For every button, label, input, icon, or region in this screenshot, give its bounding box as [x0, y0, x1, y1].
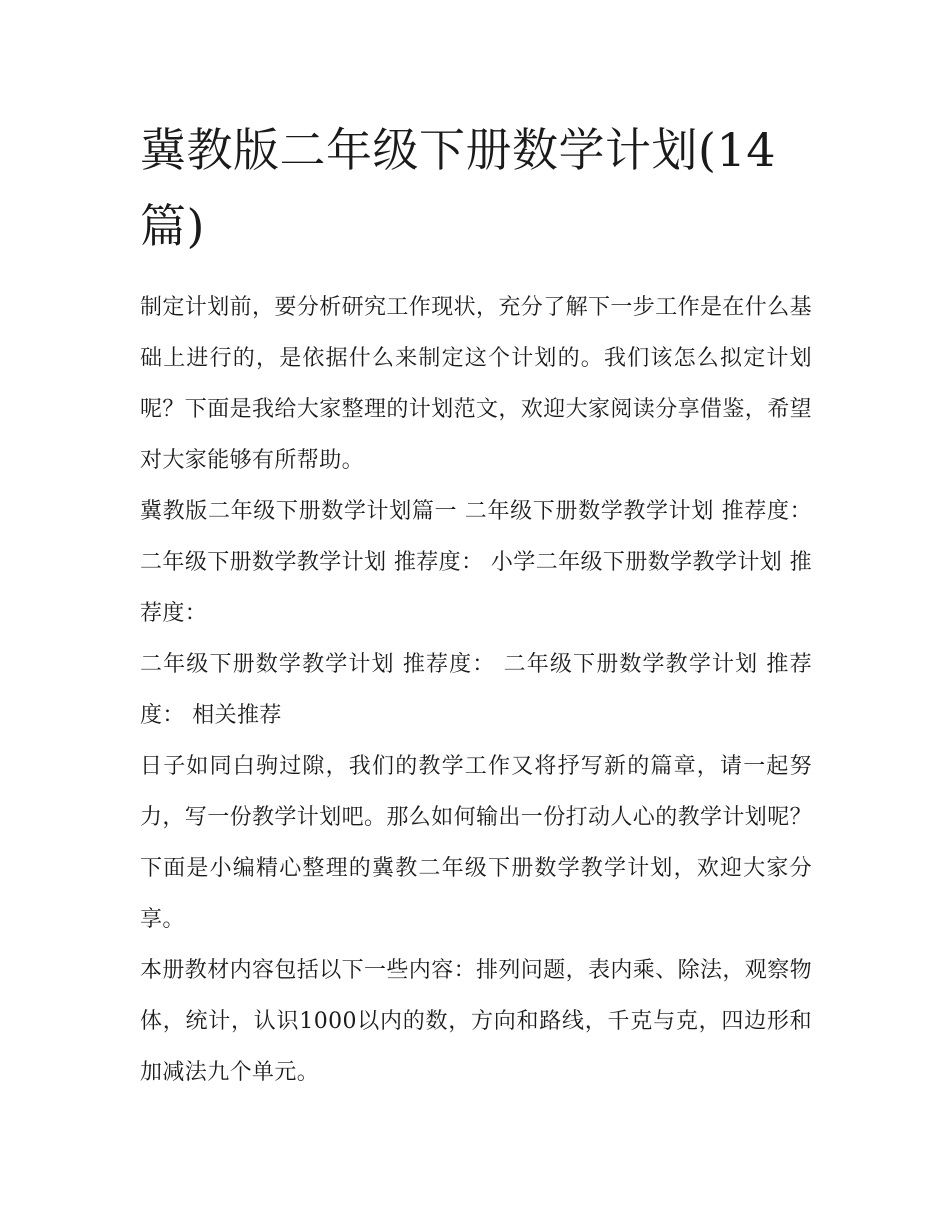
paragraph-content: 本册教材内容包括以下一些内容：排列问题，表内乘、除法，观察物体，统计，认识1000以内的数，方向和路线，千克与克，四边形和加减法九个单元。 [140, 958, 813, 1085]
document-page [140, 112, 812, 1098]
paragraph-recommend-1: 冀教版二年级下册数学计划篇一 二年级下册数学教学计划 推荐度： 二年级下册数学教学计划 推荐度： 小学二年级下册数学教学计划 推荐度： [140, 499, 812, 626]
paragraph-recommend-2: 二年级下册数学教学计划 推荐度： 二年级下册数学教学计划 推荐度： 相关推荐 [140, 652, 812, 728]
paragraph-teaching-plan: 日子如同白驹过隙，我们的教学工作又将抒写新的篇章，请一起努力，写一份教学计划吧。那么如何输出一份打动人心的教学计划呢？下面是小编精心整理的冀教二年级下册数学教学计划，欢迎大家分享。 [140, 754, 813, 932]
paragraph-intro: 制定计划前，要分析研究工作现状，充分了解下一步工作是在什么基础上进行的，是依据什么来制定这个计划的。我们该怎么拟定计划呢？下面是我给大家整理的计划范文，欢迎大家阅读分享借鉴，希望对大家能够有所帮助。 [140, 295, 813, 473]
document-title: 冀教版二年级下册数学计划(14篇) [140, 123, 776, 253]
